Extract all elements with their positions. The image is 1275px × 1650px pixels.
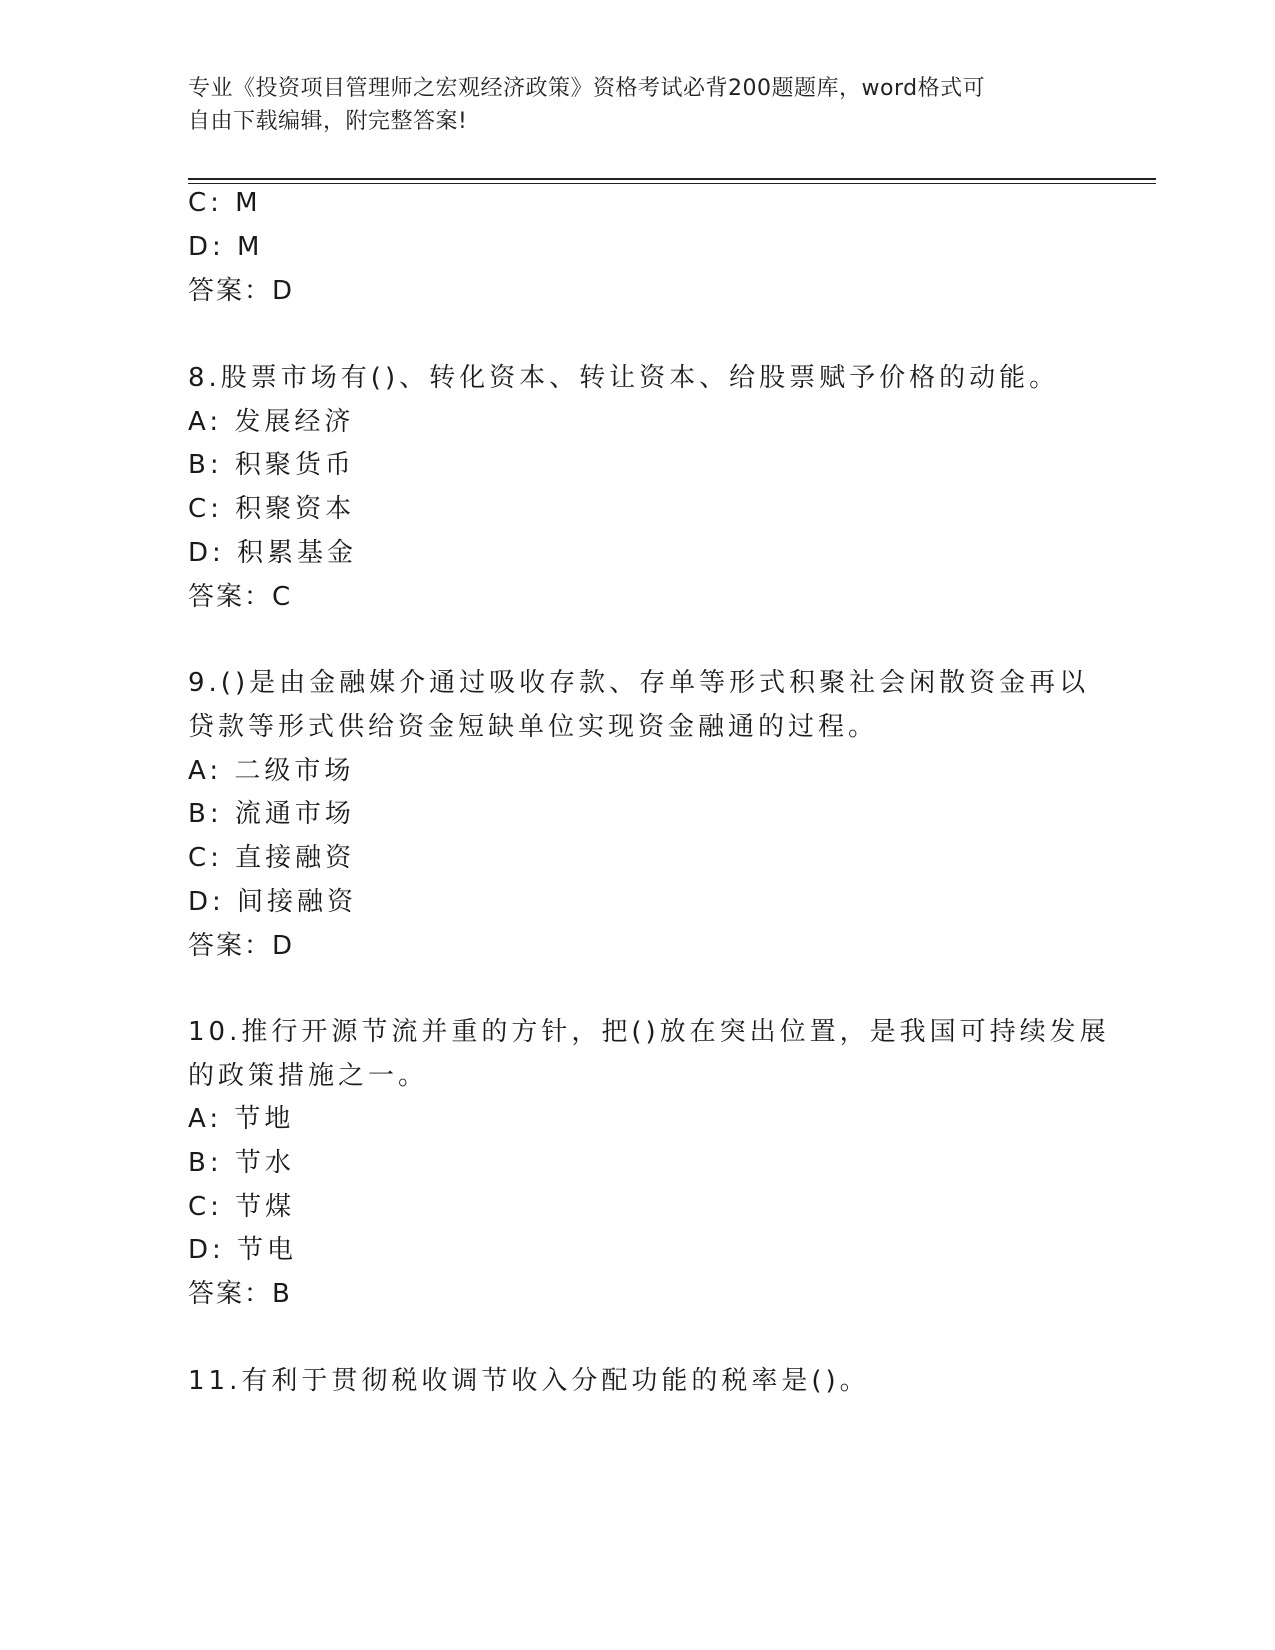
question-10-option-c: C: 节煤 — [188, 1192, 296, 1222]
header-title-line-2: 自由下载编辑，附完整答案! — [188, 109, 468, 134]
question-8-option-d: D: 积累基金 — [188, 538, 358, 568]
question-8-answer: 答案：C — [188, 582, 293, 612]
question-9-answer: 答案：D — [188, 931, 295, 961]
question-10-option-d: D: 节电 — [188, 1235, 298, 1265]
question-9-option-c: C: 直接融资 — [188, 843, 356, 873]
question-10-stem-line-1: 10.推行开源节流并重的方针，把()放在突出位置，是我国可持续发展 — [188, 1017, 1110, 1047]
question-9-option-d: D: 间接融资 — [188, 887, 358, 917]
prev-option-d: D: M — [188, 232, 264, 262]
prev-option-c: C: M — [188, 188, 262, 218]
prev-answer: 答案：D — [188, 276, 295, 306]
header-title-line-1: 专业《投资项目管理师之宏观经济政策》资格考试必背200题题库，word格式可 — [188, 76, 986, 101]
question-8-stem: 8.股票市场有()、转化资本、转让资本、给股票赋予价格的动能。 — [188, 363, 1060, 393]
question-8-option-b: B: 积聚货币 — [188, 450, 355, 480]
question-9-stem-line-2: 贷款等形式供给资金短缺单位实现资金融通的过程。 — [188, 712, 879, 742]
question-8-option-c: C: 积聚资本 — [188, 494, 356, 524]
header-divider-thin — [188, 183, 1156, 184]
question-11-stem: 11.有利于贯彻税收调节收入分配功能的税率是()。 — [188, 1366, 870, 1396]
question-9-option-a: A: 二级市场 — [188, 756, 355, 786]
question-8-option-a: A: 发展经济 — [188, 407, 355, 437]
header-divider-thick — [188, 178, 1156, 180]
question-9-option-b: B: 流通市场 — [188, 799, 355, 829]
question-10-option-a: A: 节地 — [188, 1104, 295, 1134]
question-10-stem-line-2: 的政策措施之一。 — [188, 1061, 429, 1091]
question-9-stem-line-1: 9.()是由金融媒介通过吸收存款、存单等形式积聚社会闲散资金再以 — [188, 668, 1090, 698]
question-10-option-b: B: 节水 — [188, 1148, 295, 1178]
question-10-answer: 答案：B — [188, 1279, 292, 1309]
document-header — [188, 72, 1078, 138]
